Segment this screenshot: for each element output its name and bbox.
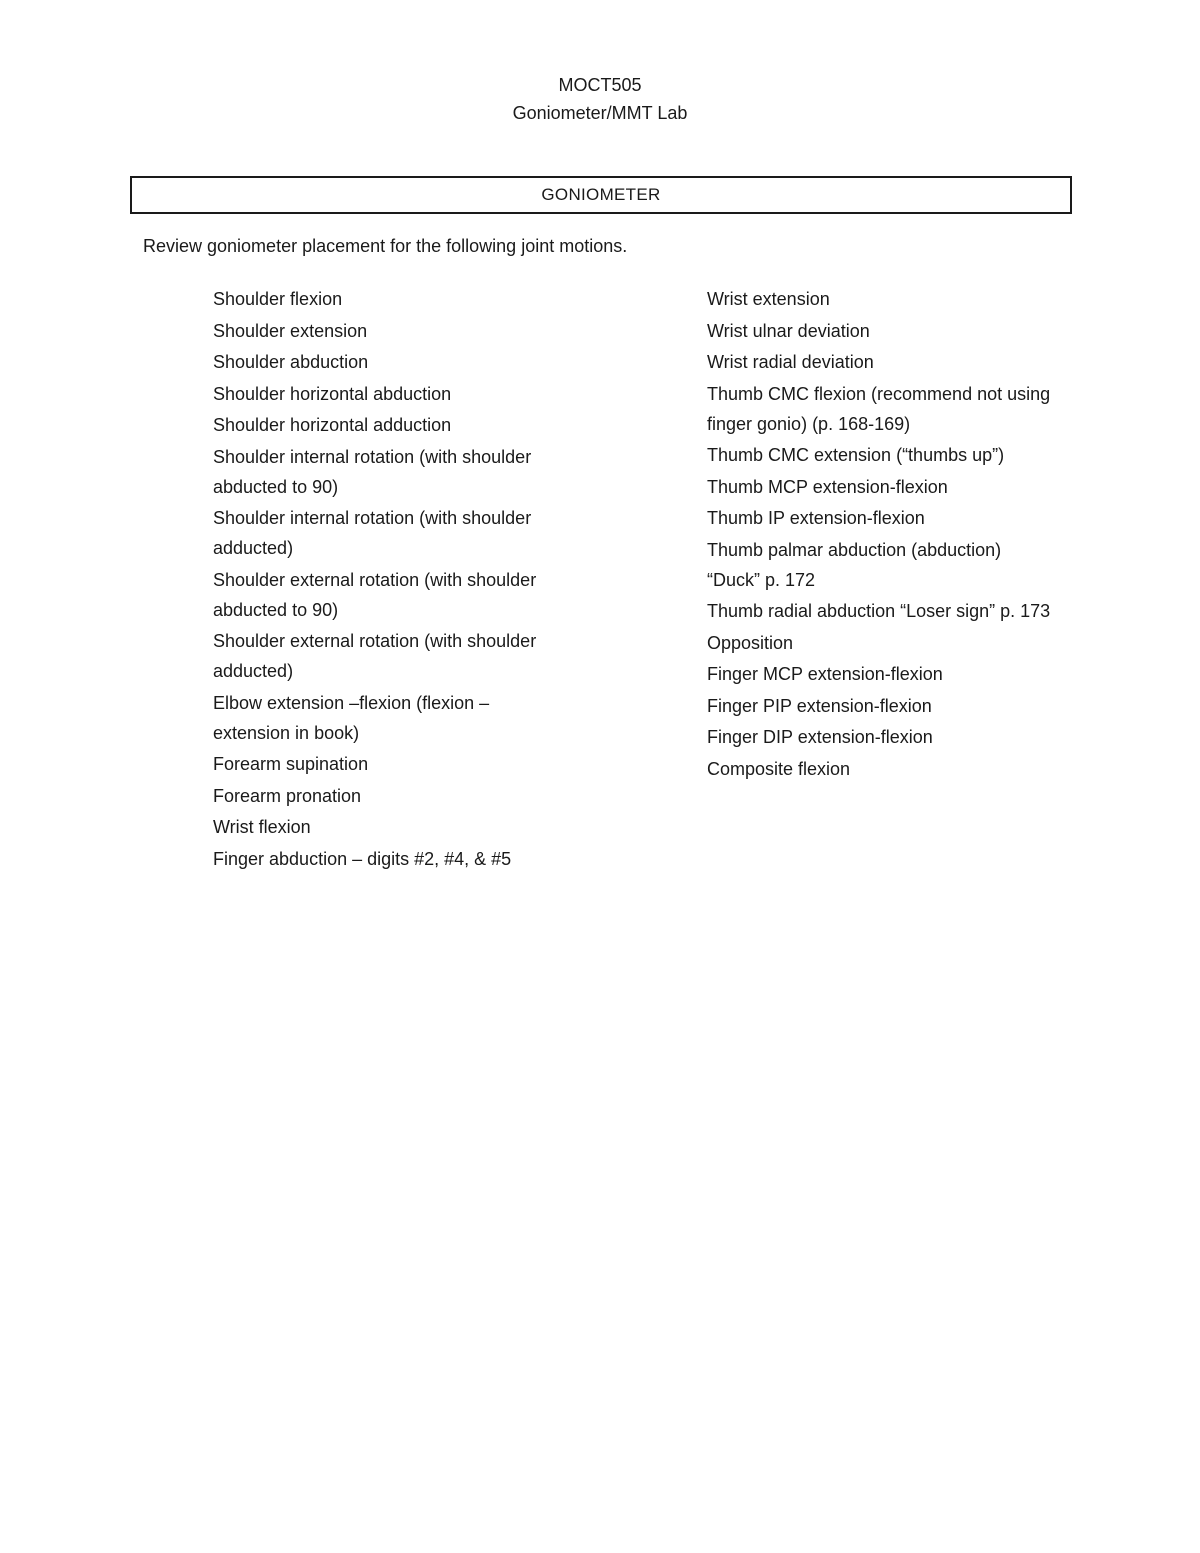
list-item: Thumb palmar abduction (abduction) “Duck” p. 172 — [707, 539, 1002, 590]
list-item: Thumb IP extension-flexion — [707, 508, 925, 528]
list-item: Thumb MCP extension-flexion — [707, 476, 948, 497]
list-item: Shoulder external rotation (with shoulder abducted to 90) — [213, 569, 537, 620]
list-item: Forearm supination — [213, 754, 369, 774]
list-item: Composite flexion — [707, 758, 851, 779]
list-item: Finger DIP extension-flexion — [707, 727, 933, 747]
list-item: Shoulder horizontal adduction — [213, 415, 452, 435]
course-code: MOCT505 — [558, 75, 642, 95]
lab-title: Goniometer/MMT Lab — [512, 103, 688, 123]
list-item: Opposition — [707, 632, 794, 653]
list-item: Finger abduction – digits #2, #4, & #5 — [213, 848, 512, 869]
intro-text: Review goniometer placement for the following joint motions. — [143, 236, 628, 256]
list-item: Thumb CMC extension (“thumbs up”) — [707, 445, 1005, 465]
list-item: Shoulder horizontal abduction — [213, 383, 452, 404]
list-item: Shoulder internal rotation (with shoulder abducted to 90) — [213, 446, 532, 497]
list-item: Wrist ulnar deviation — [707, 320, 870, 341]
list-item: Thumb radial abduction “Loser sign” p. 173 — [707, 601, 1051, 621]
list-item: Shoulder internal rotation (with shoulder adducted) — [213, 508, 532, 558]
left-motion-list — [213, 284, 543, 875]
section-title-goniometer: GONIOMETER — [130, 176, 1072, 214]
list-item: Shoulder external rotation (with shoulder adducted) — [213, 631, 537, 681]
right-motion-list — [707, 284, 1057, 785]
list-item: Wrist extension — [707, 289, 830, 309]
list-item: Wrist flexion — [213, 817, 311, 837]
list-item: Elbow extension –flexion (flexion – extension in book) — [213, 692, 490, 743]
list-item: Shoulder extension — [213, 320, 368, 341]
list-item: Finger PIP extension-flexion — [707, 695, 932, 716]
list-item: Forearm pronation — [213, 785, 362, 806]
list-item: Finger MCP extension-flexion — [707, 664, 943, 684]
list-item: Wrist radial deviation — [707, 352, 874, 372]
list-item: Thumb CMC flexion (recommend not using finger gonio) (p. 168-169) — [707, 383, 1051, 434]
list-item: Shoulder abduction — [213, 352, 369, 372]
list-item: Shoulder flexion — [213, 289, 343, 309]
